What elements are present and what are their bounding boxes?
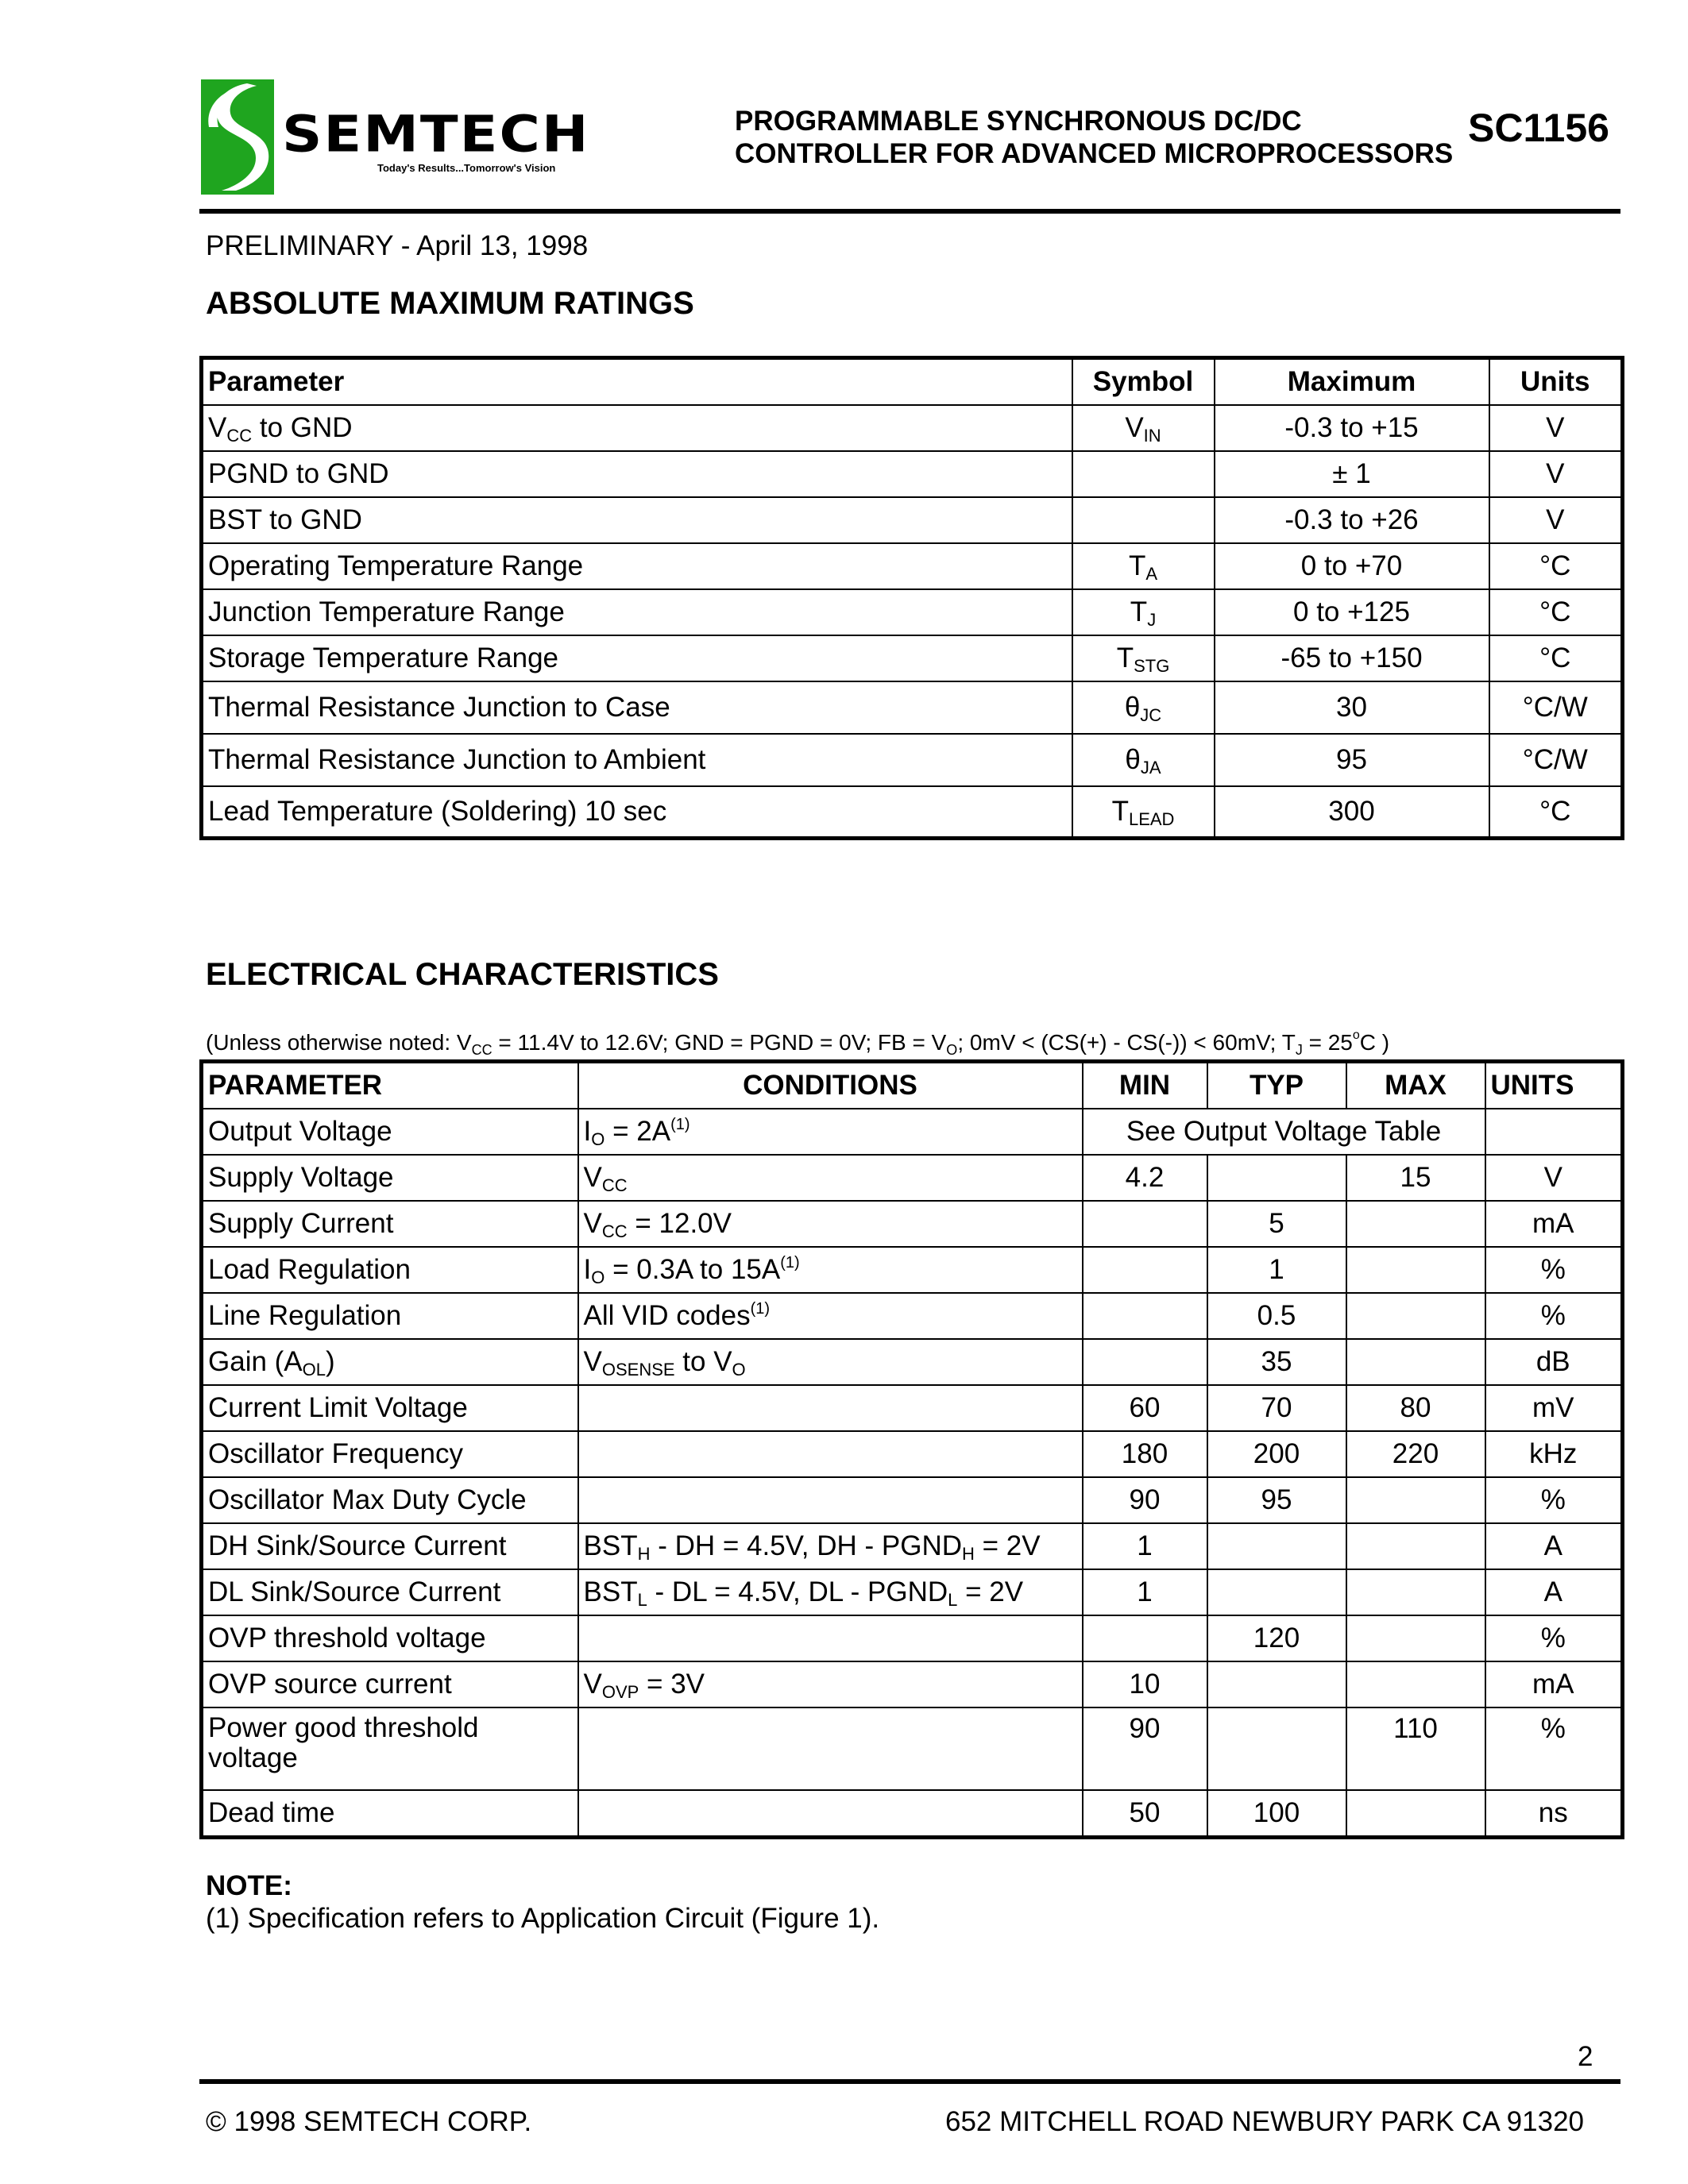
- max-cell: [1346, 1201, 1485, 1247]
- min-cell: 1: [1083, 1523, 1207, 1569]
- conditions-cell: $V_{CC}$: [578, 1155, 1083, 1201]
- units-cell: °C: [1489, 786, 1623, 839]
- table-row: [202, 543, 1623, 589]
- symbol-cell: $T_{LEAD}$: [1072, 786, 1215, 839]
- conditions-cell: $BST_L$ - DL = 4.5V, DL - $PGND_L = 2V$: [578, 1569, 1083, 1615]
- units-cell: ns: [1485, 1790, 1623, 1838]
- param-cell: Load Regulation: [202, 1247, 578, 1293]
- typ-cell: [1207, 1569, 1346, 1615]
- table-row: [202, 1155, 1623, 1201]
- param-cell: Storage Temperature Range: [202, 635, 1072, 681]
- conditions-cell: $V_{OVP} = 3V$: [578, 1661, 1083, 1707]
- units-cell: mA: [1485, 1661, 1623, 1707]
- units-cell: V: [1489, 497, 1623, 543]
- max-cell: [1346, 1569, 1485, 1615]
- col-header-symbol: Symbol: [1072, 358, 1215, 406]
- table-row: [202, 1293, 1623, 1339]
- max-cell: -0.3 to +26: [1215, 497, 1489, 543]
- min-cell: 4.2: [1083, 1155, 1207, 1201]
- table-row: [202, 635, 1623, 681]
- units-cell: mV: [1485, 1385, 1623, 1431]
- note-heading: NOTE:: [206, 1870, 292, 1901]
- conditions-cell: $BST_H$ - DH = 4.5V, DH - $PGND_H = 2V$: [578, 1523, 1083, 1569]
- param-cell: Dead time: [202, 1790, 578, 1838]
- symbol-cell: $T_J$: [1072, 589, 1215, 635]
- units-cell: %: [1485, 1477, 1623, 1523]
- typ-cell: 200: [1207, 1431, 1346, 1477]
- symbol-cell: $V_{IN}$: [1072, 405, 1215, 451]
- table-row: [202, 1707, 1623, 1790]
- units-cell: dB: [1485, 1339, 1623, 1385]
- param-cell: Supply Voltage: [202, 1155, 578, 1201]
- abs-max-title: ABSOLUTE MAXIMUM RATINGS: [206, 286, 694, 321]
- document-title-line1: PROGRAMMABLE SYNCHRONOUS DC/DC: [735, 106, 1302, 137]
- symbol-cell: $T_A$: [1072, 543, 1215, 589]
- param-cell: DL Sink/Source Current: [202, 1569, 578, 1615]
- part-number: SC1156: [1468, 106, 1609, 150]
- max-cell: 15: [1346, 1155, 1485, 1201]
- units-cell: mA: [1485, 1201, 1623, 1247]
- param-cell: DH Sink/Source Current: [202, 1523, 578, 1569]
- symbol-cell: [1072, 497, 1215, 543]
- param-cell: OVP source current: [202, 1661, 578, 1707]
- units-cell: kHz: [1485, 1431, 1623, 1477]
- semtech-logo: [201, 79, 682, 197]
- param-cell: BST to GND: [202, 497, 1072, 543]
- col-header-maximum: Maximum: [1215, 358, 1489, 406]
- param-cell: PGND to GND: [202, 451, 1072, 497]
- min-cell: [1083, 1201, 1207, 1247]
- max-cell: [1346, 1661, 1485, 1707]
- units-cell: °C: [1489, 543, 1623, 589]
- max-cell: -65 to +150: [1215, 635, 1489, 681]
- max-cell: [1346, 1615, 1485, 1661]
- col-header-max: MAX: [1346, 1062, 1485, 1109]
- units-cell: %: [1485, 1615, 1623, 1661]
- units-cell: V: [1489, 451, 1623, 497]
- units-cell: V: [1485, 1155, 1623, 1201]
- units-cell: V: [1489, 405, 1623, 451]
- min-cell: [1083, 1247, 1207, 1293]
- max-cell: 80: [1346, 1385, 1485, 1431]
- max-cell: 95: [1215, 734, 1489, 786]
- max-cell: -0.3 to +15: [1215, 405, 1489, 451]
- min-cell: [1083, 1293, 1207, 1339]
- table-row: [202, 1339, 1623, 1385]
- elec-title: ELECTRICAL CHARACTERISTICS: [206, 957, 719, 992]
- max-cell: [1346, 1790, 1485, 1838]
- typ-cell: 95: [1207, 1477, 1346, 1523]
- symbol-cell: $\theta_{JC}$: [1072, 681, 1215, 734]
- logo-tagline: Today's Results...Tomorrow's Vision: [377, 162, 556, 174]
- logo-wordmark: SEMTECH: [282, 105, 590, 164]
- col-header-units: UNITS: [1485, 1062, 1623, 1109]
- footer-address: 652 MITCHELL ROAD NEWBURY PARK CA 91320: [945, 2106, 1585, 2137]
- table-row: [202, 405, 1623, 451]
- param-cell: Oscillator Frequency: [202, 1431, 578, 1477]
- param-cell: Power good threshold voltage: [202, 1707, 578, 1790]
- note-item-1: (1) Specification refers to Application Circuit (Figure 1).: [206, 1903, 880, 1934]
- table-row: [202, 1431, 1623, 1477]
- max-cell: 30: [1215, 681, 1489, 734]
- max-cell: [1346, 1339, 1485, 1385]
- min-cell: 60: [1083, 1385, 1207, 1431]
- logo-green-block: [201, 79, 274, 195]
- elec-table: [199, 1059, 1624, 1839]
- conditions-cell: $I_O = 0.3A$ to $15A^{(1)}$: [578, 1247, 1083, 1293]
- param-cell: Operating Temperature Range: [202, 543, 1072, 589]
- units-cell: °C/W: [1489, 681, 1623, 734]
- param-cell: OVP threshold voltage: [202, 1615, 578, 1661]
- elec-header-row: [202, 1062, 1623, 1109]
- table-row: [202, 451, 1623, 497]
- conditions-cell: [578, 1431, 1083, 1477]
- table-row: [202, 1385, 1623, 1431]
- header-rule: [199, 209, 1620, 214]
- typ-cell: [1207, 1523, 1346, 1569]
- table-row: [202, 1201, 1623, 1247]
- units-cell: [1485, 1109, 1623, 1155]
- table-row: [202, 1247, 1623, 1293]
- param-cell: Gain $(A_{OL})$: [202, 1339, 578, 1385]
- typ-cell: 1: [1207, 1247, 1346, 1293]
- min-cell: [1083, 1615, 1207, 1661]
- table-row: [202, 1477, 1623, 1523]
- typ-cell: 0.5: [1207, 1293, 1346, 1339]
- param-cell: $V_{CC}$ to GND: [202, 405, 1072, 451]
- param-cell: Supply Current: [202, 1201, 578, 1247]
- typ-cell: 120: [1207, 1615, 1346, 1661]
- symbol-cell: $\theta_{JA}$: [1072, 734, 1215, 786]
- table-row: [202, 681, 1623, 734]
- units-cell: °C/W: [1489, 734, 1623, 786]
- max-cell: [1346, 1523, 1485, 1569]
- page-number: 2: [1578, 2041, 1593, 2072]
- units-cell: %: [1485, 1247, 1623, 1293]
- abs-max-table: [199, 356, 1624, 840]
- table-row: [202, 1790, 1623, 1838]
- units-cell: °C: [1489, 589, 1623, 635]
- conditions-cell: $V_{CC} = 12.0V$: [578, 1201, 1083, 1247]
- units-cell: %: [1485, 1293, 1623, 1339]
- conditions-cell: [578, 1615, 1083, 1661]
- conditions-cell: [578, 1385, 1083, 1431]
- table-row: [202, 1523, 1623, 1569]
- col-header-units: Units: [1489, 358, 1623, 406]
- units-cell: A: [1485, 1569, 1623, 1615]
- max-cell: 0 to +125: [1215, 589, 1489, 635]
- max-cell: [1346, 1293, 1485, 1339]
- conditions-note: (Unless otherwise noted: $V_{CC} = 11.4V$ to 12.6V; GND = PGND = 0V; FB = $V_O$; 0mV < (CS(+) - CS(-)) < 60mV; $T_J = 25^oC$ ): [206, 1028, 1390, 1058]
- symbol-cell: [1072, 451, 1215, 497]
- min-cell: [1083, 1339, 1207, 1385]
- param-cell: Current Limit Voltage: [202, 1385, 578, 1431]
- table-row: [202, 1615, 1623, 1661]
- conditions-cell: $I_O = 2A^{(1)}$: [578, 1109, 1083, 1155]
- max-cell: [1346, 1247, 1485, 1293]
- col-header-conditions: CONDITIONS: [578, 1062, 1083, 1109]
- typ-cell: 5: [1207, 1201, 1346, 1247]
- table-row: [202, 786, 1623, 839]
- typ-cell: [1207, 1707, 1346, 1790]
- table-row: [202, 497, 1623, 543]
- min-cell: 180: [1083, 1431, 1207, 1477]
- typ-cell: 35: [1207, 1339, 1346, 1385]
- conditions-cell: [578, 1707, 1083, 1790]
- typ-cell: 100: [1207, 1790, 1346, 1838]
- document-title: [735, 105, 1453, 170]
- col-header-typ: TYP: [1207, 1062, 1346, 1109]
- max-cell: 0 to +70: [1215, 543, 1489, 589]
- min-cell: 50: [1083, 1790, 1207, 1838]
- abs-max-header-row: [202, 358, 1623, 406]
- max-cell: [1346, 1477, 1485, 1523]
- param-cell: Line Regulation: [202, 1293, 578, 1339]
- conditions-cell: $V_{OSENSE}$ to $V_O$: [578, 1339, 1083, 1385]
- min-cell: 90: [1083, 1707, 1207, 1790]
- param-cell: Output Voltage: [202, 1109, 578, 1155]
- units-cell: A: [1485, 1523, 1623, 1569]
- conditions-cell: All VID codes$^{(1)}$: [578, 1293, 1083, 1339]
- footer-copyright: © 1998 SEMTECH CORP.: [206, 2106, 532, 2137]
- max-cell: 300: [1215, 786, 1489, 839]
- symbol-cell: $T_{STG}$: [1072, 635, 1215, 681]
- col-header-parameter: PARAMETER: [202, 1062, 578, 1109]
- conditions-cell: [578, 1477, 1083, 1523]
- max-cell: ± 1: [1215, 451, 1489, 497]
- min-cell: 90: [1083, 1477, 1207, 1523]
- output-voltage-table-ref: See Output Voltage Table: [1083, 1109, 1485, 1155]
- table-row: [202, 734, 1623, 786]
- max-cell: 110: [1346, 1707, 1485, 1790]
- param-cell: Junction Temperature Range: [202, 589, 1072, 635]
- table-row: [202, 1569, 1623, 1615]
- param-cell: Oscillator Max Duty Cycle: [202, 1477, 578, 1523]
- preliminary-status: PRELIMINARY - April 13, 1998: [206, 230, 589, 261]
- table-row: [202, 589, 1623, 635]
- table-row: [202, 1661, 1623, 1707]
- document-title-line2: CONTROLLER FOR ADVANCED MICROPROCESSORS: [735, 138, 1454, 169]
- min-cell: 1: [1083, 1569, 1207, 1615]
- footer-rule: [199, 2079, 1620, 2084]
- param-cell: Thermal Resistance Junction to Ambient: [202, 734, 1072, 786]
- param-cell: Thermal Resistance Junction to Case: [202, 681, 1072, 734]
- units-cell: °C: [1489, 635, 1623, 681]
- col-header-parameter: Parameter: [202, 358, 1072, 406]
- conditions-cell: [578, 1790, 1083, 1838]
- table-row: [202, 1109, 1623, 1155]
- typ-cell: [1207, 1661, 1346, 1707]
- typ-cell: [1207, 1155, 1346, 1201]
- col-header-min: MIN: [1083, 1062, 1207, 1109]
- param-cell: Lead Temperature (Soldering) 10 sec: [202, 786, 1072, 839]
- units-cell: %: [1485, 1707, 1623, 1790]
- max-cell: 220: [1346, 1431, 1485, 1477]
- typ-cell: 70: [1207, 1385, 1346, 1431]
- min-cell: 10: [1083, 1661, 1207, 1707]
